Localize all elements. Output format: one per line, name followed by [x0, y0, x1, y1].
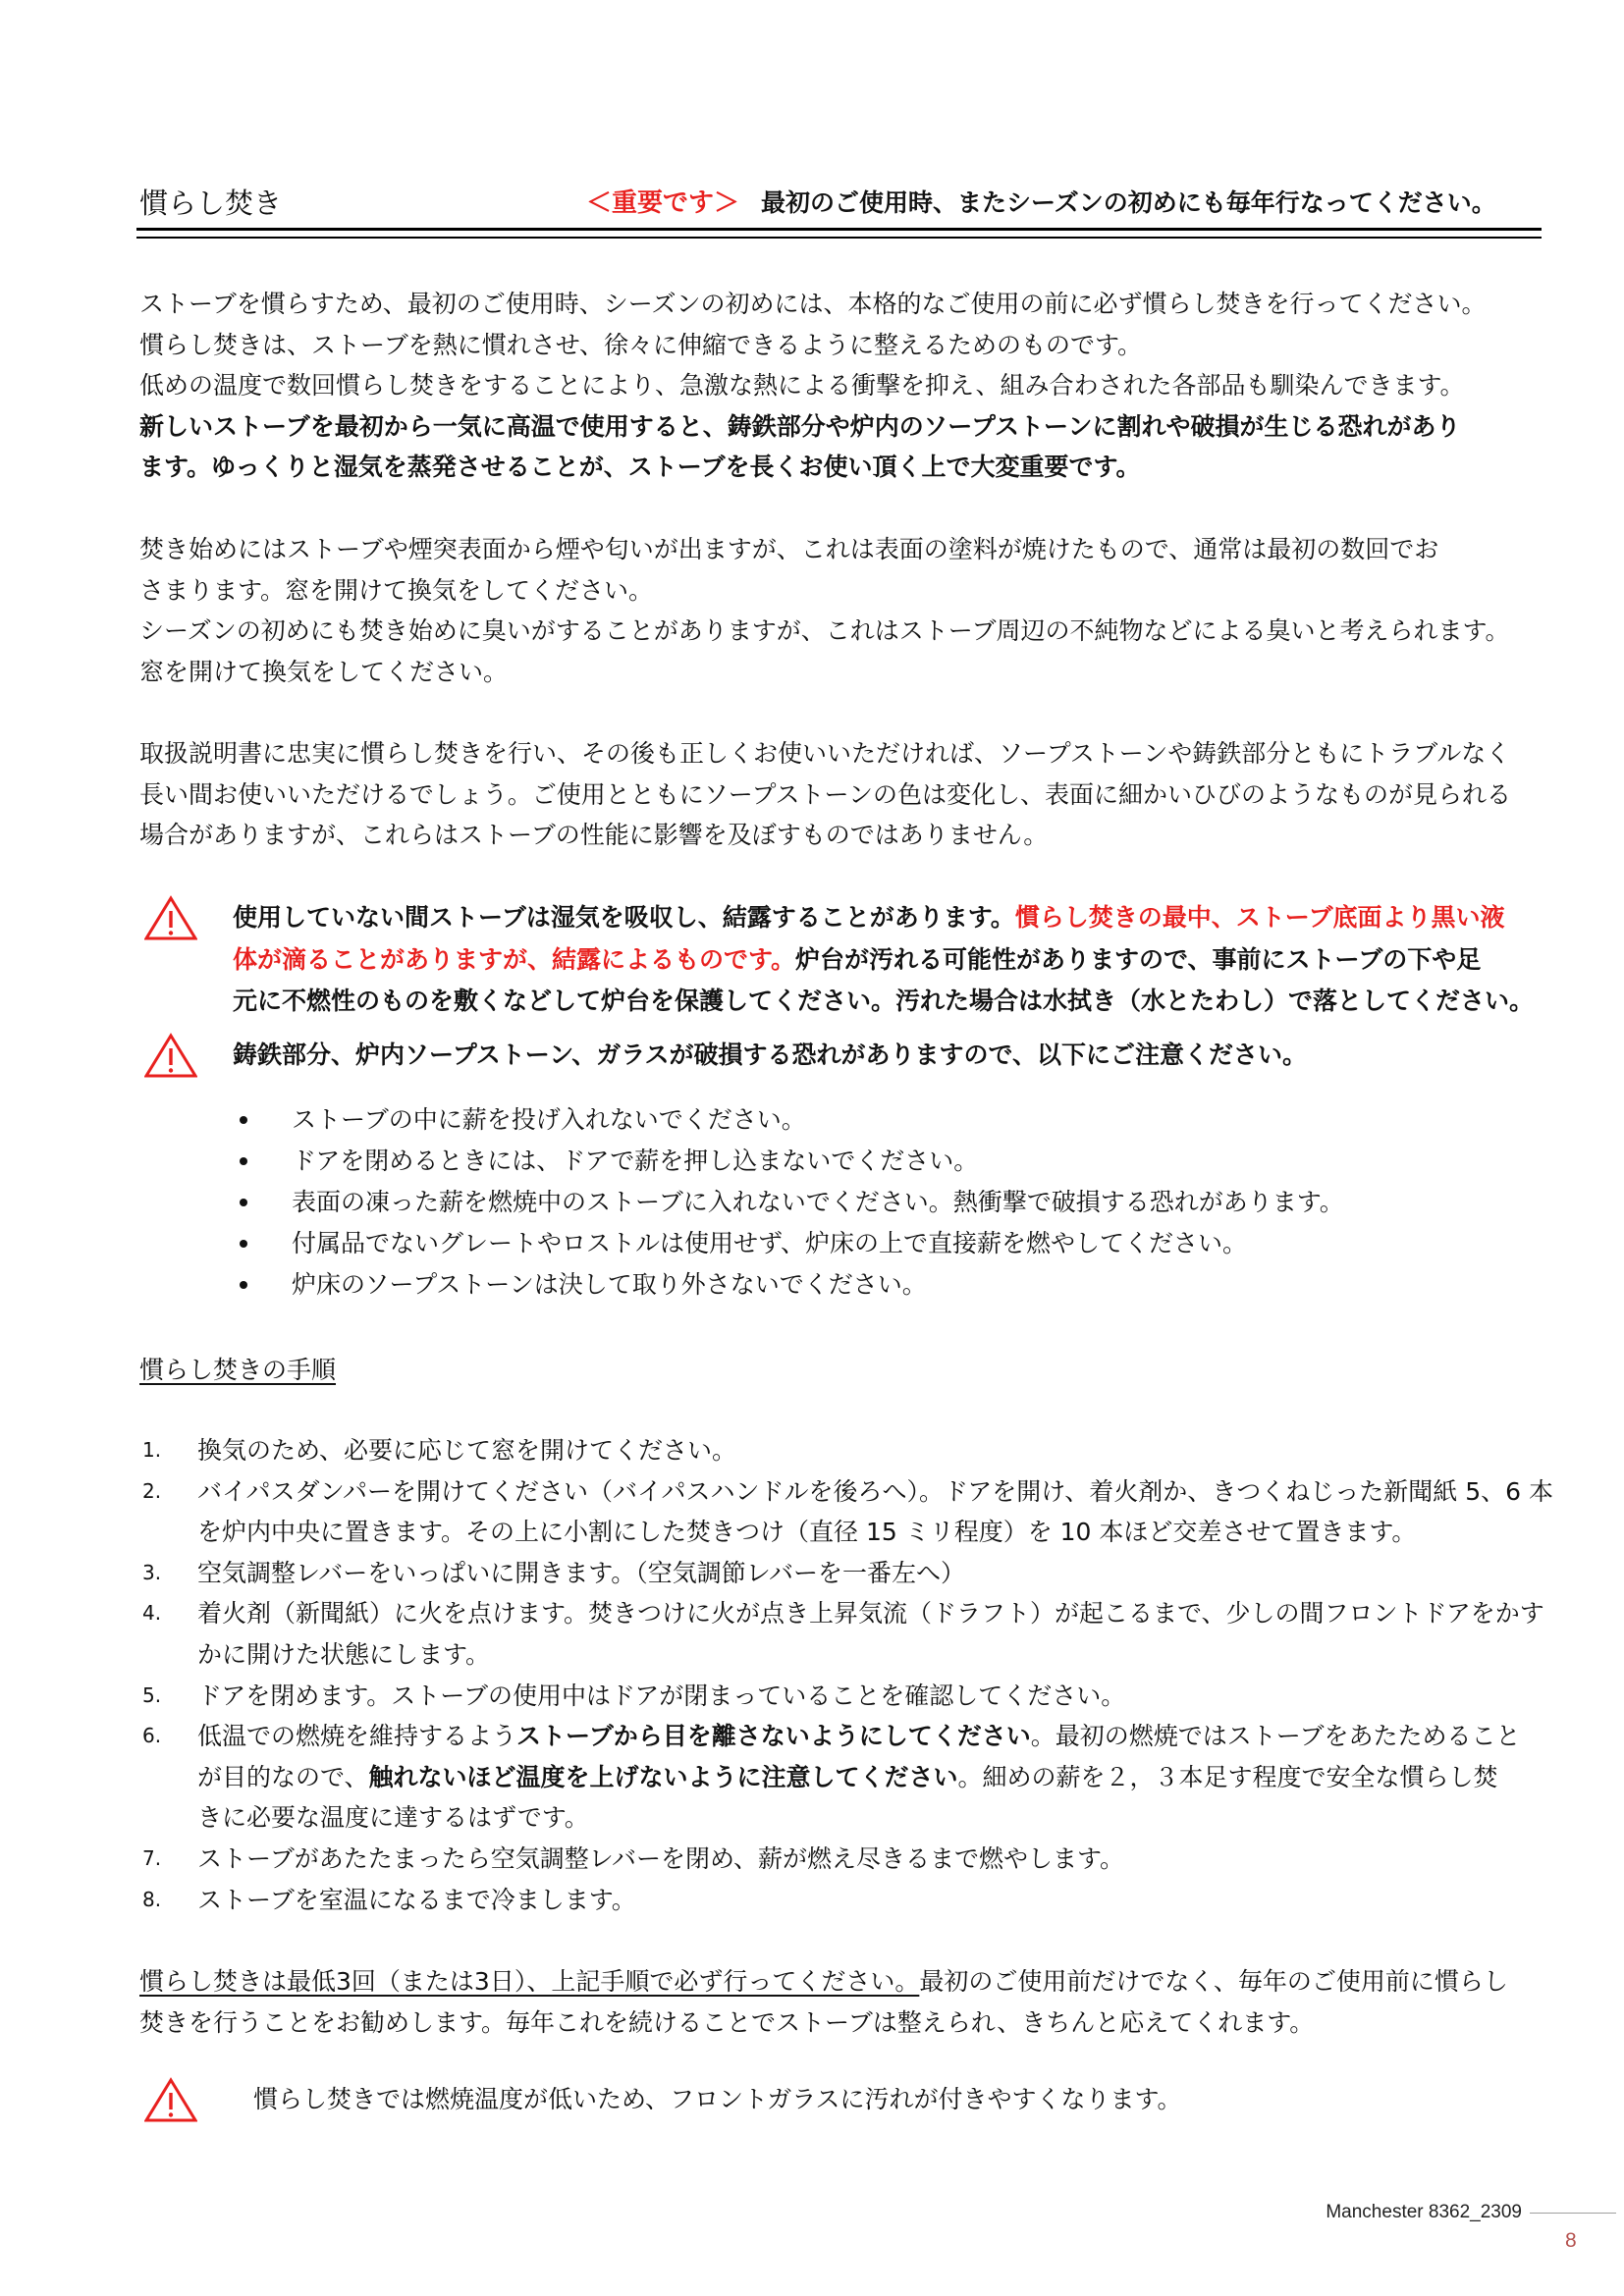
warning-triangle-icon	[144, 1033, 197, 1079]
step-item	[139, 1676, 1553, 1717]
procedure-section	[139, 1350, 336, 1391]
step-number: 6.	[142, 1724, 162, 1748]
paragraph-line-emphasis: 新しいストーブを最初から一気に高温で使用すると、鋳鉄部分や炉内のソープストーンに割れや破損が生じる恐れがあり	[139, 411, 1461, 441]
step-text: 換気のため、必要に応じて窓を開けてください。	[197, 1436, 737, 1465]
step-number: 3.	[142, 1560, 162, 1584]
step-number: 4.	[142, 1601, 162, 1626]
step-line	[197, 1430, 1553, 1471]
footer-rule	[1530, 2213, 1616, 2214]
procedure-steps	[139, 1430, 1553, 1920]
step-text: ストーブを室温になるまで冷まします。	[197, 1885, 636, 1914]
step-text: 着火剤（新聞紙）に火を点けます。焚きつけに火が点き上昇気流（ドラフト）が起こるまで、少しの間フロントドアをかす	[197, 1599, 1544, 1629]
warning-condensation	[233, 897, 1534, 1023]
paragraph-line: 取扱説明書に忠実に慣らし焚きを行い、その後も正しくお使いいただければ、ソープストーンや鋳鉄部分ともにトラブルなく	[139, 739, 1511, 768]
paragraph-line-emphasis: ます。ゆっくりと湿気を蒸発させることが、ストーブを長くお使い頂く上で大変重要です。	[139, 453, 1141, 482]
odor-paragraph	[139, 529, 1510, 692]
paragraph-line: 焚き始めにはストーブや煙突表面から煙や匂いが出ますが、これは表面の塗料が焼けたもので、通常は最初の数回でお	[139, 535, 1439, 563]
paragraph-line: 慣らし焚きは、ストーブを熱に慣れさせ、徐々に伸縮できるように整えるためのものです。	[139, 330, 1143, 359]
header-rule-thick	[136, 228, 1542, 231]
step-text: 。最初の燃焼ではストーブをあたためること	[1030, 1722, 1521, 1751]
step-line	[197, 1471, 1553, 1513]
paragraph-line: 低めの温度で数回慣らし焚きをすることにより、急激な熱による衝撃を抑え、組み合わされた各部品も馴染んできます。	[139, 371, 1465, 400]
step-line	[197, 1757, 1553, 1798]
list-item	[240, 1141, 1344, 1182]
paragraph-line	[139, 2002, 1508, 2044]
warning-damage	[233, 1035, 1307, 1076]
bullet-dot-icon	[240, 1240, 247, 1248]
list-item-text: 付属品でないグレートやロストルは使用せず、炉床の上で直接薪を燃やしてください。	[292, 1229, 1248, 1257]
step-line	[197, 1553, 1553, 1594]
paragraph-line: 窓を開けて換気をしてください。	[139, 657, 509, 686]
bullet-dot-icon	[240, 1157, 247, 1165]
paragraph-line: 長い間お使いいただけるでしょう。ご使用とともにソープストーンの色は変化し、表面に細かいひびのようなものが見られる	[139, 779, 1512, 809]
warning-text: 元に不燃性のものを敷くなどして炉台を保護してください。汚れた場合は水拭き（水とたわし）で落としてください。	[233, 987, 1535, 1015]
step-number: 2.	[142, 1478, 162, 1503]
step-text: かに開けた状態にします。	[197, 1639, 491, 1669]
paragraph-line: さまります。窓を開けて換気をしてください。	[139, 575, 654, 605]
important-label: ＜重要です＞	[586, 188, 740, 218]
list-item-text: ドアを閉めるときには、ドアで薪を押し込まないでください。	[292, 1147, 979, 1175]
warning-triangle-icon	[144, 895, 197, 941]
step-number: 8.	[142, 1887, 162, 1911]
warning-text: 鋳鉄部分、炉内ソープストーン、ガラスが破損する恐れがありますので、以下にご注意ください。	[233, 1041, 1308, 1069]
step-line	[197, 1716, 1553, 1757]
step-item	[139, 1471, 1553, 1553]
step-text: バイパスダンパーを開けてください（バイパスハンドルを後ろへ）。ドアを開け、着火剤か、きつくねじった新聞紙 5、6 本	[197, 1476, 1553, 1506]
list-item-text: ストーブの中に薪を投げ入れないでください。	[292, 1105, 806, 1134]
page-number: 8	[1565, 2229, 1577, 2252]
warning-text: 使用していない間ストーブは湿気を吸収し、結露することがあります。	[233, 903, 1015, 932]
intro-paragraph	[139, 284, 1487, 488]
step-text-emphasis: ストーブから目を離さないようにしてください	[516, 1722, 1031, 1751]
step-item	[139, 1880, 1553, 1921]
warning-text-highlight: 慣らし焚きの最中、ストーブ底面より黒い液	[1014, 903, 1505, 932]
step-text: 空気調整レバーをいっぱいに開きます。（空気調節レバーを一番左へ）	[197, 1558, 966, 1587]
step-line	[197, 1797, 1553, 1839]
step-text: 。細めの薪を２，３本足す程度で安全な慣らし焚	[957, 1762, 1498, 1791]
list-item	[240, 1182, 1344, 1223]
page-header	[139, 183, 1543, 224]
paragraph-line: ストーブを慣らすため、最初のご使用時、シーズンの初めには、本格的なご使用の前に必ず慣らし焚きを行ってください。	[139, 290, 1487, 318]
step-line	[197, 1880, 1553, 1921]
list-item	[240, 1264, 1344, 1306]
step-text: が目的なので、	[197, 1762, 369, 1791]
page-title: 慣らし焚き	[139, 187, 283, 220]
paragraph-line	[139, 1961, 1508, 2002]
step-text: きに必要な温度に達するはずです。	[197, 1803, 589, 1833]
list-item-text: 表面の凍った薪を燃焼中のストーブに入れないでください。熱衝撃で破損する恐れがあります。	[292, 1188, 1344, 1216]
step-number: 5.	[142, 1682, 162, 1707]
list-item	[240, 1099, 1344, 1141]
step-text: を炉内中央に置きます。その上に小割にした焚きつけ（直径 15 ミリ程度）を 10 本ほど交差させて置きます。	[197, 1518, 1417, 1547]
header-rule-thin	[136, 237, 1542, 239]
step-line	[197, 1839, 1553, 1880]
step-line	[197, 1676, 1553, 1717]
warning-line	[233, 939, 1534, 982]
step-text: ストーブがあたたまったら空気調整レバーを閉め、薪が燃え尽きるまで燃やします。	[197, 1843, 1125, 1873]
paragraph-text: 焚きを行うことをお勧めします。毎年これを続けることでストーブは整えられ、きちんと応えてくれます。	[139, 2007, 1315, 2037]
step-line	[197, 1634, 1553, 1676]
bullet-dot-icon	[240, 1199, 247, 1206]
document-id: Manchester 8362_2309	[1326, 2202, 1522, 2222]
paragraph-line: 場合がありますが、これらはストーブの性能に影響を及ぼすものではありません。	[139, 821, 1049, 850]
closing-paragraph	[139, 1961, 1508, 2043]
list-item-text: 炉床のソープストーンは決して取り外さないでください。	[292, 1270, 927, 1299]
paragraph-text-underlined: 慣らし焚きは最低3回（または3日）、上記手順で必ず行ってください。	[139, 1967, 920, 1996]
step-item	[139, 1553, 1553, 1594]
paragraph-line: シーズンの初めにも焚き始めに臭いがすることがありますが、これはストーブ周辺の不純物などによる臭いと考えられます。	[139, 616, 1510, 646]
paragraph-text: 最初のご使用前だけでなく、毎年のご使用前に慣らし	[919, 1967, 1508, 1996]
warning-glass	[253, 2079, 1182, 2120]
step-item	[139, 1430, 1553, 1471]
step-item	[139, 1839, 1553, 1880]
warning-text-highlight: 体が滴ることがありますが、結露によるものです。	[233, 944, 796, 974]
step-line	[197, 1512, 1553, 1553]
section-heading: 慣らし焚きの手順	[139, 1356, 337, 1384]
step-item	[139, 1593, 1553, 1675]
bullet-dot-icon	[240, 1281, 247, 1289]
important-notice: 最初のご使用時、またシーズンの初めにも毎年行なってください。	[761, 188, 1496, 217]
list-item	[240, 1223, 1344, 1264]
warning-text: 慣らし焚きでは燃焼温度が低いため、フロントガラスに汚れが付きやすくなります。	[253, 2085, 1182, 2113]
warning-triangle-icon	[144, 2077, 197, 2123]
precaution-list	[240, 1099, 1344, 1306]
warning-text: 炉台が汚れる可能性がありますので、事前にストーブの下や足	[795, 944, 1482, 974]
warning-line	[233, 897, 1534, 939]
step-item	[139, 1716, 1553, 1839]
step-line	[197, 1593, 1553, 1634]
warning-line	[233, 981, 1534, 1023]
step-text: 低温での燃焼を維持するよう	[197, 1722, 517, 1751]
step-number: 1.	[142, 1438, 162, 1462]
bullet-dot-icon	[240, 1116, 247, 1124]
care-paragraph	[139, 733, 1511, 856]
step-text: ドアを閉めます。ストーブの使用中はドアが閉まっていることを確認してください。	[197, 1681, 1126, 1710]
step-text-emphasis: 触れないほど温度を上げないように注意してください	[368, 1762, 958, 1791]
step-number: 7.	[142, 1845, 162, 1870]
